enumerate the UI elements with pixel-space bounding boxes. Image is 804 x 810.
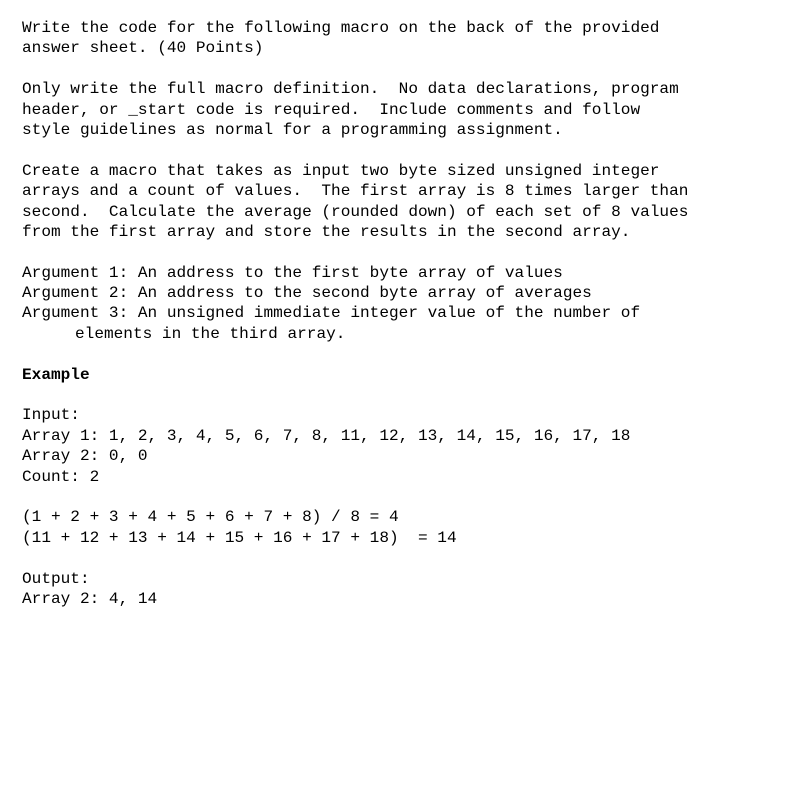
description-line: Create a macro that takes as input two byte sized unsigned integer: [22, 161, 660, 180]
example-calculations: [22, 507, 794, 548]
calculation-line: (1 + 2 + 3 + 4 + 5 + 6 + 7 + 8) / 8 = 4: [22, 508, 399, 527]
input-array-2: Array 2: 0, 0: [22, 447, 148, 466]
input-array-1: Array 1: 1, 2, 3, 4, 5, 6, 7, 8, 11, 12, 13, 14, 15, 16, 17, 18: [22, 426, 631, 445]
description-line: arrays and a count of values. The first array is 8 times larger than: [22, 182, 689, 201]
output-array-2: Array 2: 4, 14: [22, 589, 158, 608]
intro-paragraph: [22, 18, 794, 59]
description-line: from the first array and store the results in the second array.: [22, 222, 631, 241]
instructions-line: Only write the full macro definition. No data declarations, program: [22, 80, 679, 99]
example-output: [22, 569, 794, 610]
calculation-line: (11 + 12 + 13 + 14 + 15 + 16 + 17 + 18) = 14: [22, 528, 457, 547]
input-label: Input:: [22, 406, 80, 425]
instructions-line: header, or _start code is required. Include comments and follow: [22, 100, 641, 119]
description-line: second. Calculate the average (rounded down) of each set of 8 values: [22, 202, 689, 221]
intro-line: answer sheet. (40 Points): [22, 39, 264, 58]
output-label: Output:: [22, 569, 90, 588]
input-count: Count: 2: [22, 467, 100, 486]
description-paragraph: [22, 161, 794, 243]
assignment-document: [22, 18, 794, 630]
intro-line: Write the code for the following macro on the back of the provided: [22, 19, 660, 37]
argument-1: Argument 1: An address to the first byte array of values: [22, 263, 563, 282]
argument-2: Argument 2: An address to the second byte array of averages: [22, 284, 592, 303]
instructions-paragraph: [22, 79, 794, 140]
example-heading-block: [22, 365, 794, 385]
argument-3: Argument 3: An unsigned immediate integer value of the number of: [22, 304, 641, 323]
example-input: [22, 405, 794, 487]
instructions-line: style guidelines as normal for a programming assignment.: [22, 120, 563, 139]
arguments-list: [22, 263, 794, 345]
argument-3-continuation: elements in the third array.: [75, 324, 346, 343]
example-heading: Example: [22, 365, 90, 384]
